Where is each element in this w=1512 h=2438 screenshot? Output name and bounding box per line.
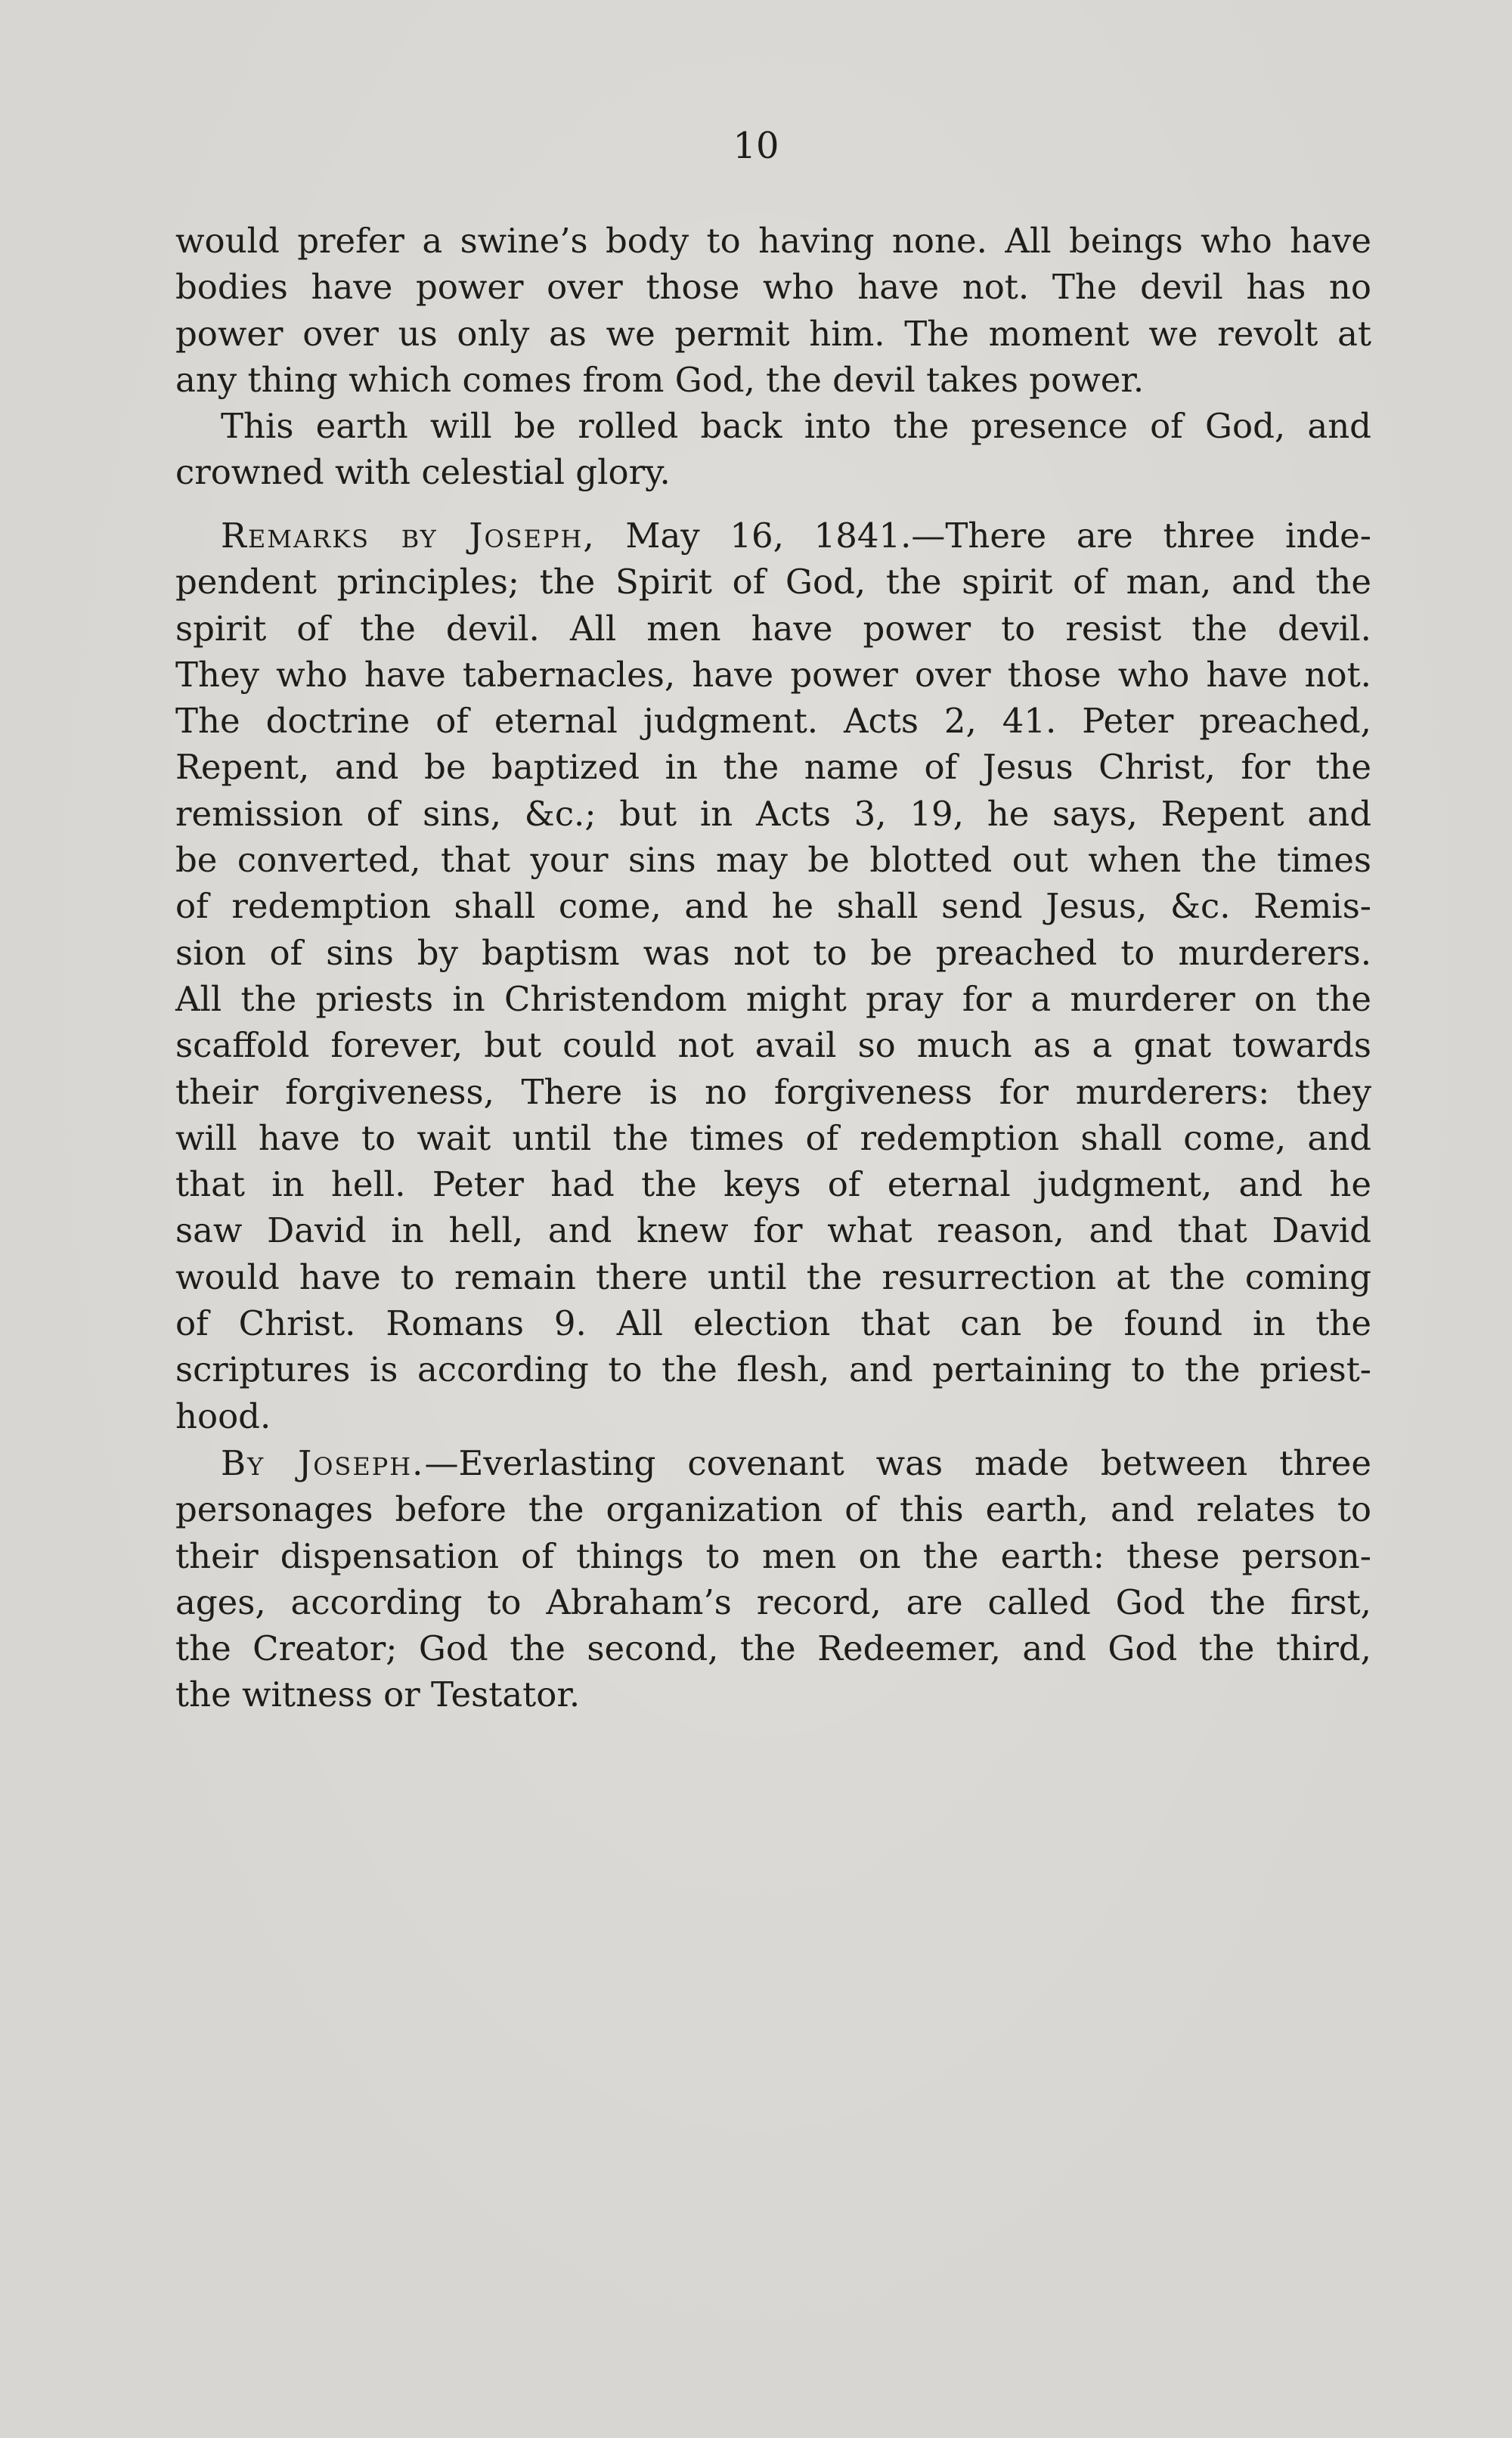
text-line: would prefer a swine’s body to having none. All beings who have [175,221,1371,261]
text-line: pendent principles; the Spirit of God, the spirit of man, and the [175,562,1371,603]
text-line: bodies have power over those who have not. The devil has no [175,267,1371,308]
text-line: power over us only as we permit him. The moment we revolt at [175,313,1371,354]
text-line: This earth will be rolled back into the presence of God, and [221,406,1371,446]
text-line: will have to wait until the times of redemption shall come, and [175,1117,1371,1158]
section-heading: Remarks by Joseph, [221,516,596,556]
text-line [175,513,1371,559]
text-line: Repent, and be baptized in the name of Jesus Christ, for the [175,747,1371,788]
text-line: saw David in hell, and knew for what reason, and that David [175,1210,1371,1251]
text-line: the witness or Testator. [175,1674,581,1715]
text-line: personages before the organization of this earth, and relates to [175,1489,1371,1530]
text-line: remission of sins, &c.; but in Acts 3, 19, he says, Repent and [175,793,1371,834]
text-line: of Christ. Romans 9. All election that can be found in the [175,1303,1371,1344]
text-line: be converted, that your sins may be blotted out when the times [175,840,1371,881]
page-number: 10 [733,125,779,167]
text-line: scriptures is according to the flesh, and pertaining to the priest- [175,1349,1371,1390]
text-run: —Everlasting covenant was made between three [424,1443,1372,1483]
text-line: sion of sins by baptism was not to be preached to murderers. [175,932,1371,973]
paragraph-1 [175,218,1371,403]
text-run: May 16, 1841.—There are three inde- [625,516,1371,556]
text-line: that in hell. Peter had the keys of eternal judgment, and he [175,1164,1371,1205]
section-heading: By Joseph. [221,1443,425,1483]
text-line [175,1440,1371,1486]
text-line: ages, according to Abraham’s record, are called God the first, [175,1581,1371,1622]
text-line: their dispensation of things to men on the earth: these person- [175,1535,1371,1576]
text-line: hood. [175,1396,271,1436]
text-line: They who have tabernacles, have power over those who have not. [175,654,1371,695]
text-line: of redemption shall come, and he shall send Jesus, &c. Remis- [175,886,1371,927]
text-line: scaffold forever, but could not avail so much as a gnat towards [175,1025,1371,1066]
text-line: any thing which comes from God, the devil takes power. [175,359,1145,400]
text-line: spirit of the devil. All men have power to resist the devil. [175,608,1371,649]
paragraph-2 [175,403,1371,496]
text-line: the Creator; God the second, the Redeemer, and God the third, [175,1628,1371,1669]
text-line: their forgiveness, There is no forgiveness for murderers: they [175,1071,1371,1112]
text-line: would have to remain there until the resurrection at the coming [175,1256,1371,1297]
text-line: The doctrine of eternal judgment. Acts 2, 41. Peter preached, [175,701,1371,742]
paragraph-4 [175,1440,1371,1718]
text-line: All the priests in Christendom might pray for a murderer on the [175,978,1371,1019]
text-line: crowned with celestial glory. [175,452,671,493]
paragraph-3 [175,513,1371,1439]
